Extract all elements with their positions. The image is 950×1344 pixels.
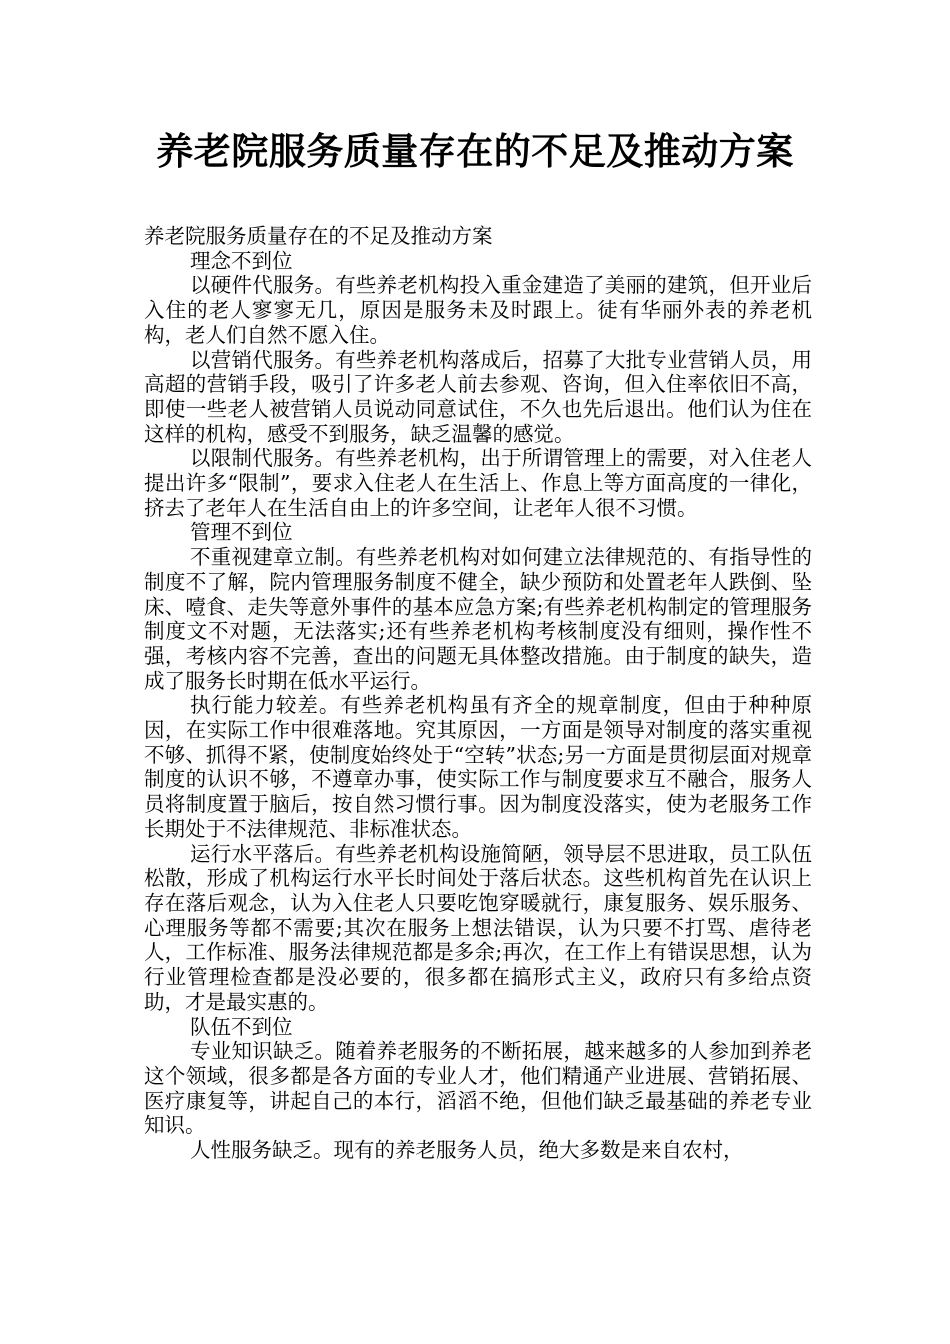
paragraph: 专业知识缺乏。随着养老服务的不断拓展，越来越多的人参加到养老这个领域，很多都是各方面的专业人才，他们精通产业进展、营销拓展、医疗康复等，讲起自己的本行，滔滔不绝，但他们缺乏最基础的养老专业知识。: [144, 1039, 812, 1138]
paragraph: 以营销代服务。有些养老机构落成后，招募了大批专业营销人员，用高超的营销手段，吸引了许多老人前去参观、咨询，但入住率依旧不高，即使一些老人被营销人员说动同意试住，不久也先后退出。他们认为住在这样的机构，感受不到服务，缺乏温馨的感觉。: [144, 347, 812, 446]
document-body: [144, 224, 812, 1163]
section-heading: 队伍不到位: [190, 1014, 293, 1039]
paragraph: 以限制代服务。有些养老机构，出于所谓管理上的需要，对入住老人提出许多“限制”，要求入住老人在生活上、作息上等方面高度的一律化，挤去了老年人在生活自由上的许多空间，让老年人很不习惯。: [144, 446, 812, 520]
paragraph: 人性服务缺乏。现有的养老服务人员，绝大多数是来自农村，: [190, 1138, 744, 1163]
paragraph: 不重视建章立制。有些养老机构对如何建立法律规范的、有指导性的制度不了解，院内管理服务制度不健全，缺少预防和处置老年人跌倒、坠床、噎食、走失等意外事件的基本应急方案;有些养老机构制定的管理服务制度文不对题，无法落实;还有些养老机构考核制度没有细则，操作性不强，考核内容不完善，查出的问题无具体整改措施。由于制度的缺失，造成了服务长时期在低水平运行。: [144, 545, 812, 693]
intro-line: 养老院服务质量存在的不足及推动方案: [144, 224, 493, 248]
paragraph: 执行能力较差。有些养老机构虽有齐全的规章制度，但由于种种原因，在实际工作中很难落地。究其原因，一方面是领导对制度的落实重视不够、抓得不紧，使制度始终处于“空转”状态;另一方面是贯彻层面对规章制度的认识不够，不遵章办事，使实际工作与制度要求互不融合，服务人员将制度置于脑后，按自然习惯行事。因为制度没落实，使为老服务工作长期处于不法律规范、非标准状态。: [144, 693, 812, 841]
document-title: 养老院服务质量存在的不足及推动方案: [156, 130, 794, 173]
paragraph: 以硬件代服务。有些养老机构投入重金建造了美丽的建筑，但开业后入住的老人寥寥无几，原因是服务未及时跟上。徒有华丽外表的养老机构，老人们自然不愿入住。: [144, 273, 812, 347]
section-heading: 管理不到位: [190, 520, 293, 545]
paragraph: 运行水平落后。有些养老机构设施简陋，领导层不思进取，员工队伍松散，形成了机构运行水平长时间处于落后状态。这些机构首先在认识上存在落后观念，认为入住老人只要吃饱穿暖就行，康复服务、娱乐服务、心理服务等都不需要;其次在服务上想法错误，认为只要不打骂、虐待老人，工作标准、服务法律规范都是多余;再次，在工作上有错误思想，认为行业管理检查都是没必要的，很多都在搞形式主义，政府只有多给点资助，才是最实惠的。: [144, 841, 812, 1014]
section-heading: 理念不到位: [190, 248, 293, 273]
